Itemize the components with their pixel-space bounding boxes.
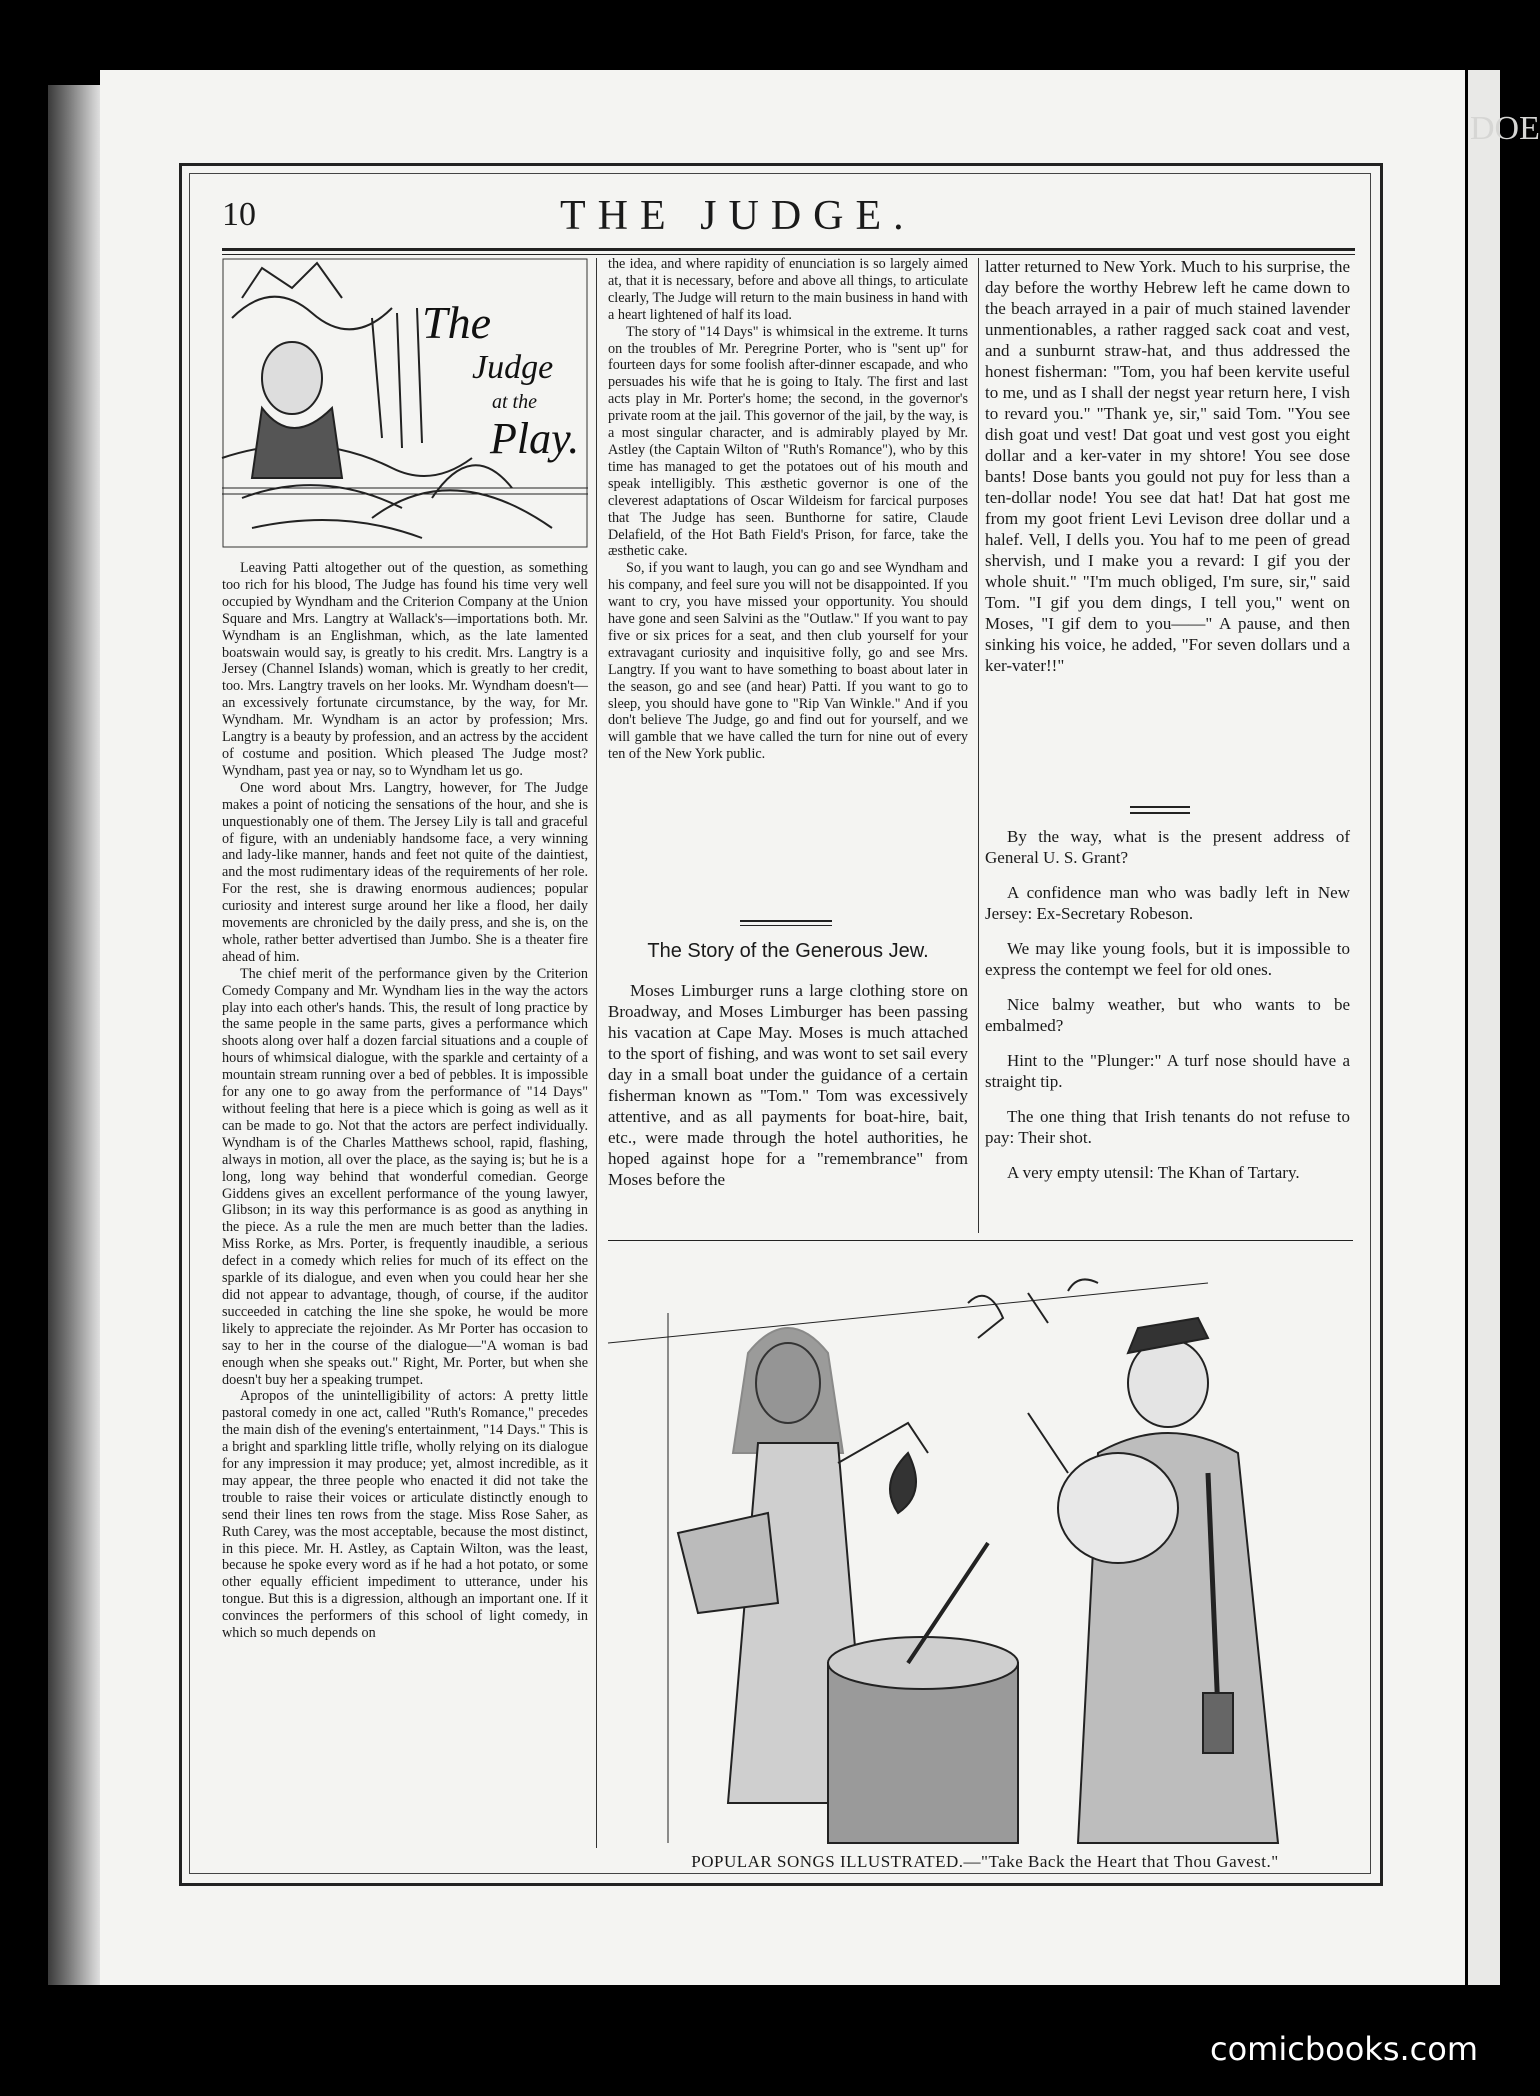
cartoon-caption: POPULAR SONGS ILLUSTRATED.—"Take Back the Heart that Thou Gavest." (691, 1852, 1279, 1871)
page-number: 10 (222, 196, 256, 233)
paragraph: So, if you want to laugh, you can go and see Wyndham and his company, and feel sure you will not be disappointed. If you want to cry, you have missed your opportunity. You should have gone and seen Salvini as the "Outlaw." If you want to pay five or six prices for a seat, and then club yourself for your extravagant curiosity and inquisitive folly, go and see Mrs. Langtry. If you want to have something to boast about later in the season, go and see (and hear) Patti. If you want to go to sleep, you should have gone to "Rip Van Winkle." And if you don't believe The Judge, go and find out for yourself, and we will gamble that we have called the turn for nine out of every ten of the New York public. (608, 560, 968, 763)
binding-shadow (48, 85, 103, 1985)
cartoon-illustration (608, 1243, 1353, 1843)
squib: The one thing that Irish tenants do not refuse to pay: Their shot. (985, 1107, 1350, 1147)
squib: A confidence man who was badly left in New Jersey: Ex-Secretary Robeson. (985, 883, 1350, 923)
column-rule-1 (596, 258, 597, 1848)
section-divider (740, 920, 832, 922)
illustration-lettering: The (422, 297, 491, 348)
column-rule-2 (978, 258, 979, 1233)
paragraph: Apropos of the unintelligibility of actors: A pretty little pastoral comedy in one act, called "Ruth's Romance," precedes the main dish of the evening's entertainment, "14 Days." This is a bright and sparkling little trifle, wholly relying on its dialogue for any impression it may produce; yet, almost incredible, as it may appear, the three people who enacted it did not take the trouble to raise their voices or articulate distinctly enough to send their lines ten rows from the stage. Miss Rose Saher, as Ruth Carey, was the most acceptable, because the most distinct, in this piece. Mr. H. Astley, as Captain Wilton, was the least, because he spoke every word as if he had a hot potato, or some other equally efficient impediment to utterance, under his tongue. But this is a digression, although an important one. If it convinces the performers of this school of light comedy, in which so much depends on (222, 1388, 588, 1642)
squib: By the way, what is the present address of General U. S. Grant? (985, 827, 1350, 867)
cartoon-drawing (608, 1243, 1353, 1843)
paragraph: Leaving Patti altogether out of the question, as something too rich for his blood, The Judge has found his time very well occupied by Wyndham and the Criterion Company at the Union Square and Mrs. Langtry at Wallack's—importations both. Mr. Wyndham is an Englishman, which, as the late lamented boatswain would say, is greatly to his credit. Mrs. Langtry is a Jersey (Channel Islands) woman, which is greatly to her credit, too. Mrs. Langtry travels on her looks. Mr. Wyndham doesn't—an excessively fortunate circumstance, by the way, for Mr. Wyndham. Mr. Wyndham is an actor by profession; Mrs. Langtry is a beauty by profession, and an actress by the accident of costume and position. Which pleased The Judge most? Wyndham, past yea or nay, so to Wyndham let us go. (222, 560, 588, 779)
watermark: comicbooks.com (1209, 2030, 1478, 2068)
masthead: THE JUDGE. (560, 193, 916, 239)
squib-divider (1130, 806, 1190, 808)
squib: Hint to the "Plunger:" A turf nose should have a straight tip. (985, 1051, 1350, 1091)
adjacent-page-edge (1468, 70, 1540, 1985)
column-2 (608, 256, 968, 763)
story-title: The Story of the Generous Jew. (647, 940, 929, 962)
column-1 (222, 560, 588, 1642)
judge-at-play-illustration (222, 258, 588, 548)
paragraph: One word about Mrs. Langtry, however, for The Judge makes a point of noticing the sensations of the hour, and she is unquestionably one of them. The Jersey Lily is tall and graceful of figure, with an undeniably handsome face, a very winning and lady-like manner, hands and feet not quite of the daintiest, and the most rudimentary ideas of the requirements of her role. For the rest, she is drawing enormous audiences; popular curiosity and interest surge around her like a flood, her daily movements are chronicled by the daily press, and she is, on the whole, rather better advertised than Jumbo. She is a theater fire ahead of him. (222, 779, 588, 965)
paragraph: latter returned to New York. Much to his surprise, the day before the worthy Hebrew left he came down to the beach arrayed in a pair of much stained lavender unmentionables, a rather ragged sack coat and vest, and a sunburnt straw-hat, and thus addressed the honest fisherman: "Tom, you haf been kervite useful to me, und as I shall der negst year return here, I vish to revard you." "Thank ye, sir," said Tom. "You see dish goat und vest! Dat goat und vest gost you eight dollar and a ker-vater in my shtore! You see dose bants! Dose bants you gould not puy for less than a ten-dollar node! You see dat hat! Dat hat gost me from my goot frient Levi Levison dree dollar und a halef. Vell, I dells you. You haf to me peen of gread shervish, und I make you a revard: I gif you der whole shuit." "I'm much obliged, I'm sure, sir," said Tom. "I gif you dem dings, I tell you," went on Moses, "I gif dem to you——" A pause, and then sinking his voice, he added, "For seven dollars und a ker-vater!!" (985, 257, 1350, 675)
svg-text:Judge: Judge (472, 349, 554, 386)
paragraph: Moses Limburger runs a large clothing store on Broadway, and Moses Limburger has been passing his vacation at Cape May. Moses is much attached to the sport of fishing, and was wont to set sail every day in a small boat under the guidance of a certain fisherman known as "Tom." Tom was excessively attentive, and as all payments for boat-hire, bait, etc., were made through the hotel authorities, he hoped against hope for a "remembrance" from Moses before the (608, 981, 968, 1189)
column-3 (985, 256, 1350, 676)
squibs (985, 826, 1350, 1183)
adjacent-page-text: DOE (1470, 110, 1540, 147)
cartoon-top-rule (608, 1240, 1353, 1241)
paragraph: The story of "14 Days" is whimsical in the extreme. It turns on the troubles of Mr. Peregrine Porter, who is "sent up" for fourteen days for some foolish after-dinner escapade, and who persuades his wife that he is going to Italy. The first and last acts play in Mr. Porter's home; the second, in the governor's private room at the jail. This governor of the jail, by the way, is a most singular character, and is admirably played by Mr. Astley (the Captain Wilton of "Ruth's Romance"), who by this time has managed to get the potatoes out of his mouth and speak intelligibly. This æsthetic governor is one of the cleverest adaptations of Oscar Wildeism for farcical purposes that The Judge has seen. Bunthorne for satire, Claude Delafield, of the Hot Bath Field's Prison, for farce, take the æsthetic cake. (608, 323, 968, 560)
squib-divider-2 (1130, 812, 1190, 814)
svg-text:Play.: Play. (490, 414, 580, 463)
masthead-rule (222, 248, 1355, 255)
squib: Nice balmy weather, but who wants to be embalmed? (985, 995, 1350, 1035)
svg-text:at the: at the (492, 391, 537, 413)
squib: A very empty utensil: The Khan of Tartary. (1007, 1163, 1300, 1182)
paragraph: The chief merit of the performance given by the Criterion Comedy Company and Mr. Wyndham lies in the way the actors play into each other's hands. This, the result of long practice by the same people in the same parts, gives a performance which shoots along over half a dozen farcial situations and a couple of hours of whimsical dialogue, with the sparkle and certainty of a mountain stream running over a bed of pebbles. It is impossible for any one to go away from the performance of "14 Days" without feeling that here is a piece which is going as well as it can be made to go. Not that the actors are perfect individually. Wyndham is of the Charles Matthews school, rapid, flashing, always in motion, all over the place, as the saying is; but he is a long, long way behind that wonderful comedian. George Giddens gives an excellent performance of the young lawyer, Glibson; in its way this performance is as good as anything in the piece. As a rule the men are much better than the ladies. Miss Rorke, as Mrs. Porter, is frequently inaudible, a serious defect in a comedy which relies for much of its effect on the sparkle of its dialogue, and even when you could hear her she did not appear to advantage, though, of course, if the auditor succeeded in catching the line she spoke, he would be more likely to appreciate the rejoinder. As Mr Porter has occasion to say to her in the course of the dialogue—"A woman is bad enough when she speaks out." Right, Mr. Porter, but when she doesn't buy her a speaking trumpet. (222, 965, 588, 1388)
squib: We may like young fools, but it is impossible to express the contempt we feel for old ones. (985, 939, 1350, 979)
section-divider-thin (740, 925, 832, 926)
theater-box-drawing (222, 258, 588, 548)
paragraph: the idea, and where rapidity of enunciation is so largely aimed at, that it is necessary, before and above all things, to articulate clearly, The Judge will return to the main business in hand with a heart lightened of half its load. (608, 256, 968, 323)
story-body (608, 980, 968, 1190)
